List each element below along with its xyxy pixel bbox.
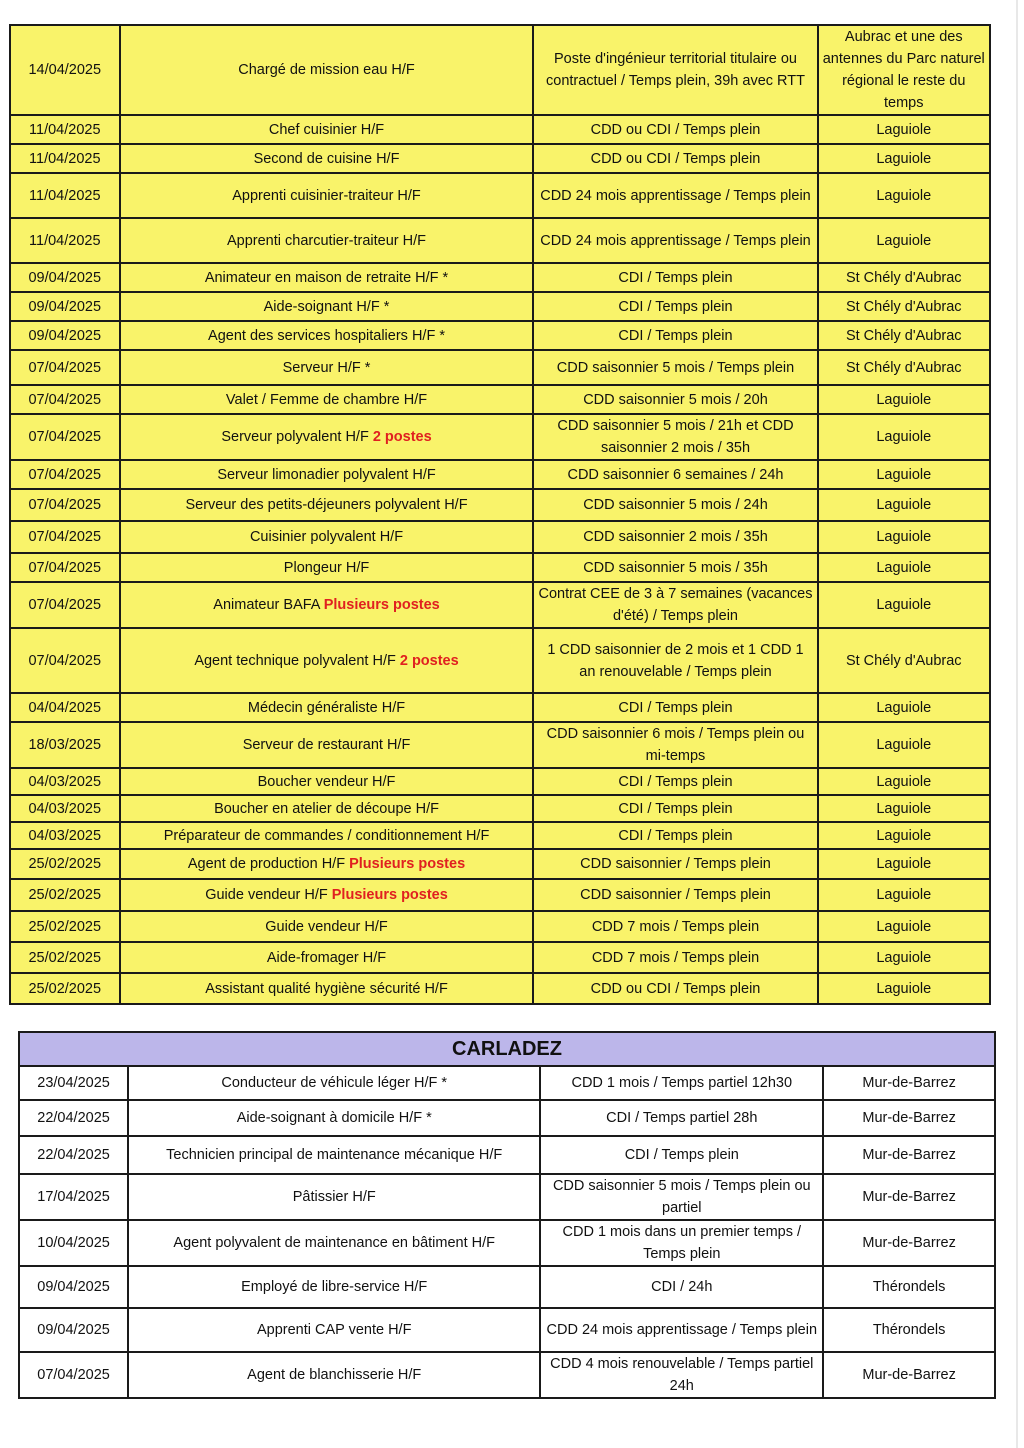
carladez-job-table [18, 1031, 996, 1399]
contract-cell: CDD ou CDI / Temps plein [533, 115, 817, 144]
location-cell: St Chély d'Aubrac [818, 321, 990, 350]
job-title-cell [120, 973, 534, 1004]
location-cell: Laguiole [818, 911, 990, 942]
job-title-cell [120, 722, 534, 768]
contract-cell: CDI / Temps plein [533, 321, 817, 350]
contract-cell: CDD saisonnier 5 mois / 35h [533, 553, 817, 582]
job-title: Animateur BAFA [213, 597, 324, 613]
date-cell: 04/04/2025 [10, 693, 120, 722]
contract-cell: CDI / Temps plein [533, 263, 817, 292]
job-title-cell [120, 822, 534, 849]
job-title: Guide vendeur H/F [205, 887, 332, 903]
date-cell: 18/03/2025 [10, 722, 120, 768]
contract-cell: CDI / 24h [540, 1266, 823, 1308]
job-title: Animateur en maison de retraite H/F * [204, 269, 449, 286]
location-cell: Laguiole [818, 414, 990, 460]
job-title: Chargé de mission eau H/F [238, 62, 415, 78]
date-cell: 22/04/2025 [19, 1136, 128, 1174]
location-cell: Mur-de-Barrez [823, 1220, 995, 1266]
date-cell: 09/04/2025 [19, 1266, 128, 1308]
positions-highlight: Plusieurs postes [331, 887, 448, 903]
job-title: Boucher en atelier de découpe H/F [214, 800, 439, 817]
contract-cell: CDD saisonnier 5 mois / Temps plein ou partiel [540, 1174, 823, 1220]
contract-cell: CDI / Temps partiel 28h [540, 1100, 823, 1136]
job-title-cell [120, 768, 534, 795]
job-title: Agent polyvalent de maintenance en bâtiment H/F [173, 1235, 496, 1251]
positions-highlight: Plusieurs postes [323, 597, 440, 613]
location-cell: Laguiole [818, 942, 990, 973]
job-title-cell [120, 263, 534, 292]
table-row [10, 218, 990, 263]
job-title: Aide-fromager H/F [266, 949, 387, 966]
table-row [19, 1100, 995, 1136]
job-title-cell [120, 414, 534, 460]
contract-cell: CDD saisonnier / Temps plein [533, 879, 817, 911]
location-cell: Thérondels [823, 1266, 995, 1308]
date-cell: 14/04/2025 [10, 25, 120, 115]
date-cell: 07/04/2025 [10, 385, 120, 414]
job-title-cell [120, 553, 534, 582]
location-cell: Laguiole [818, 385, 990, 414]
job-title-cell [128, 1220, 540, 1266]
location-cell: Laguiole [818, 489, 990, 521]
job-title-cell [120, 385, 534, 414]
job-title-cell [128, 1174, 540, 1220]
job-title-cell [120, 173, 534, 218]
positions-highlight: Plusieurs postes [349, 856, 466, 872]
location-cell: Laguiole [818, 973, 990, 1004]
table-row [10, 489, 990, 521]
contract-cell: CDD saisonnier 5 mois / Temps plein [533, 350, 817, 385]
date-cell: 04/03/2025 [10, 768, 120, 795]
job-title: Aide-soignant H/F * [263, 298, 390, 315]
table-row [10, 849, 990, 879]
table-row [19, 1220, 995, 1266]
contract-cell: CDD 7 mois / Temps plein [533, 942, 817, 973]
job-title: Apprenti cuisinier-traiteur H/F [232, 187, 421, 204]
date-cell: 10/04/2025 [19, 1220, 128, 1266]
section-header-row [19, 1032, 995, 1066]
contract-cell: Poste d'ingénieur territorial titulaire ou contractuel / Temps plein, 39h avec RTT [533, 25, 817, 115]
job-title: Chef cuisinier H/F [268, 121, 385, 138]
location-cell: Mur-de-Barrez [823, 1174, 995, 1220]
job-title-cell [120, 292, 534, 321]
date-cell: 09/04/2025 [10, 292, 120, 321]
contract-cell: CDI / Temps plein [533, 768, 817, 795]
table-row [10, 25, 990, 115]
date-cell: 07/04/2025 [10, 460, 120, 489]
location-cell: Laguiole [818, 460, 990, 489]
date-cell: 25/02/2025 [10, 849, 120, 879]
table-row [10, 942, 990, 973]
job-title: Valet / Femme de chambre H/F [225, 391, 428, 408]
job-title-cell [120, 521, 534, 553]
location-cell: Laguiole [818, 521, 990, 553]
job-title-cell [128, 1136, 540, 1174]
date-cell: 09/04/2025 [10, 321, 120, 350]
table-row [10, 822, 990, 849]
location-cell: Aubrac et une des antennes du Parc naturel régional le reste du temps [818, 25, 990, 115]
job-title: Apprenti CAP vente H/F [256, 1322, 412, 1338]
contract-cell: CDD 4 mois renouvelable / Temps partiel 24h [540, 1352, 823, 1398]
contract-cell: CDD 24 mois apprentissage / Temps plein [533, 218, 817, 263]
contract-cell: CDD ou CDI / Temps plein [533, 973, 817, 1004]
table-row [19, 1066, 995, 1100]
table-row [10, 173, 990, 218]
job-title: Pâtissier H/F [292, 1189, 376, 1205]
date-cell: 09/04/2025 [19, 1308, 128, 1352]
date-cell: 07/04/2025 [19, 1352, 128, 1398]
date-cell: 04/03/2025 [10, 795, 120, 822]
date-cell: 07/04/2025 [10, 350, 120, 385]
job-title-cell [128, 1266, 540, 1308]
table-row [10, 768, 990, 795]
contract-cell: CDD saisonnier 5 mois / 20h [533, 385, 817, 414]
job-title: Boucher vendeur H/F [257, 773, 396, 790]
contract-cell: CDI / Temps plein [533, 292, 817, 321]
table-row [19, 1352, 995, 1398]
job-title-cell [128, 1100, 540, 1136]
job-title: Agent technique polyvalent H/F [194, 652, 400, 669]
location-cell: Laguiole [818, 722, 990, 768]
date-cell: 11/04/2025 [10, 144, 120, 173]
contract-cell: CDI / Temps plein [533, 693, 817, 722]
job-title: Apprenti charcutier-traiteur H/F [226, 232, 427, 249]
contract-cell: CDD 24 mois apprentissage / Temps plein [533, 173, 817, 218]
date-cell: 04/03/2025 [10, 822, 120, 849]
job-title: Plongeur H/F [283, 559, 370, 576]
table-row [10, 292, 990, 321]
contract-cell: CDD 1 mois / Temps partiel 12h30 [540, 1066, 823, 1100]
location-cell: St Chély d'Aubrac [818, 263, 990, 292]
job-title-cell [128, 1308, 540, 1352]
job-title: Serveur H/F * [282, 359, 371, 376]
job-title-cell [120, 582, 534, 628]
location-cell: Laguiole [818, 768, 990, 795]
job-title-cell [120, 115, 534, 144]
table-row [10, 693, 990, 722]
table-row [10, 521, 990, 553]
table-row [10, 115, 990, 144]
date-cell: 09/04/2025 [10, 263, 120, 292]
job-title-cell [120, 460, 534, 489]
location-cell: Laguiole [818, 693, 990, 722]
section-title: CARLADEZ [19, 1032, 995, 1066]
job-title-cell [120, 628, 534, 693]
location-cell: Laguiole [818, 115, 990, 144]
date-cell: 07/04/2025 [10, 521, 120, 553]
table-row [10, 385, 990, 414]
table-row [10, 911, 990, 942]
location-cell: St Chély d'Aubrac [818, 292, 990, 321]
location-cell: Thérondels [823, 1308, 995, 1352]
table-row [10, 973, 990, 1004]
contract-cell: CDD saisonnier / Temps plein [533, 849, 817, 879]
job-title: Médecin généraliste H/F [247, 699, 406, 716]
table-row [19, 1308, 995, 1352]
job-title: Assistant qualité hygiène sécurité H/F [205, 980, 448, 997]
contract-cell: CDD saisonnier 6 mois / Temps plein ou mi-temps [533, 722, 817, 768]
job-title: Conducteur de véhicule léger H/F * [221, 1075, 448, 1091]
job-title: Serveur polyvalent H/F [221, 429, 373, 445]
contract-cell: CDD 1 mois dans un premier temps / Temps plein [540, 1220, 823, 1266]
job-title: Second de cuisine H/F [253, 150, 400, 167]
location-cell: Laguiole [818, 879, 990, 911]
job-title-cell [120, 849, 534, 879]
job-title-cell [120, 350, 534, 385]
job-title: Aide-soignant à domicile H/F * [236, 1110, 432, 1126]
table-row [10, 460, 990, 489]
contract-cell: Contrat CEE de 3 à 7 semaines (vacances d'été) / Temps plein [533, 582, 817, 628]
job-title-cell [128, 1352, 540, 1398]
job-title-cell [120, 25, 534, 115]
job-title: Préparateur de commandes / conditionnement H/F [163, 827, 490, 844]
table-row [10, 263, 990, 292]
location-cell: Mur-de-Barrez [823, 1066, 995, 1100]
contract-cell: CDI / Temps plein [533, 822, 817, 849]
job-title: Agent des services hospitaliers H/F * [208, 327, 445, 344]
location-cell: Laguiole [818, 553, 990, 582]
table-row [19, 1136, 995, 1174]
date-cell: 25/02/2025 [10, 942, 120, 973]
job-title-cell [120, 489, 534, 521]
table-row [10, 582, 990, 628]
table-row [10, 628, 990, 693]
contract-cell: CDD saisonnier 2 mois / 35h [533, 521, 817, 553]
job-title-cell [120, 942, 534, 973]
location-cell: Laguiole [818, 822, 990, 849]
table-row [10, 795, 990, 822]
job-title: Technicien principal de maintenance mécanique H/F [166, 1147, 503, 1163]
job-title-cell [120, 911, 534, 942]
date-cell: 25/02/2025 [10, 973, 120, 1004]
location-cell: Mur-de-Barrez [823, 1352, 995, 1398]
positions-highlight: 2 postes [399, 652, 459, 669]
date-cell: 07/04/2025 [10, 414, 120, 460]
positions-highlight: 2 postes [372, 429, 432, 445]
job-title: Guide vendeur H/F [265, 918, 388, 935]
contract-cell: 1 CDD saisonnier de 2 mois et 1 CDD 1 an renouvelable / Temps plein [533, 628, 817, 693]
table-row [10, 350, 990, 385]
table-row [10, 879, 990, 911]
job-title: Employé de libre-service H/F [241, 1279, 428, 1295]
job-title: Agent de production H/F [187, 856, 350, 872]
table-row [10, 553, 990, 582]
location-cell: Laguiole [818, 795, 990, 822]
job-title-cell [120, 879, 534, 911]
job-title: Cuisinier polyvalent H/F [249, 529, 404, 545]
contract-cell: CDD saisonnier 5 mois / 21h et CDD saisonnier 2 mois / 35h [533, 414, 817, 460]
job-title-cell [128, 1066, 540, 1100]
table-row [10, 321, 990, 350]
contract-cell: CDD saisonnier 6 semaines / 24h [533, 460, 817, 489]
location-cell: Laguiole [818, 218, 990, 263]
job-title: Serveur de restaurant H/F [242, 737, 411, 753]
location-cell: Laguiole [818, 173, 990, 218]
location-cell: St Chély d'Aubrac [818, 350, 990, 385]
date-cell: 07/04/2025 [10, 628, 120, 693]
location-cell: Mur-de-Barrez [823, 1100, 995, 1136]
location-cell: Laguiole [818, 849, 990, 879]
job-title-cell [120, 218, 534, 263]
date-cell: 22/04/2025 [19, 1100, 128, 1136]
location-cell: Laguiole [818, 144, 990, 173]
job-title: Agent de blanchisserie H/F [247, 1367, 422, 1383]
job-title: Serveur limonadier polyvalent H/F [217, 466, 436, 483]
date-cell: 11/04/2025 [10, 115, 120, 144]
table-row [10, 414, 990, 460]
date-cell: 25/02/2025 [10, 879, 120, 911]
job-title: Serveur des petits-déjeuners polyvalent H/F [185, 497, 468, 513]
date-cell: 17/04/2025 [19, 1174, 128, 1220]
job-title-cell [120, 144, 534, 173]
aubrac-job-table [9, 24, 991, 1005]
contract-cell: CDD saisonnier 5 mois / 24h [533, 489, 817, 521]
table-row [10, 144, 990, 173]
location-cell: St Chély d'Aubrac [818, 628, 990, 693]
date-cell: 11/04/2025 [10, 173, 120, 218]
date-cell: 07/04/2025 [10, 582, 120, 628]
location-cell: Mur-de-Barrez [823, 1136, 995, 1174]
table-row [19, 1174, 995, 1220]
table-row [19, 1266, 995, 1308]
job-title-cell [120, 795, 534, 822]
job-title-cell [120, 321, 534, 350]
date-cell: 07/04/2025 [10, 489, 120, 521]
table-row [10, 722, 990, 768]
contract-cell: CDI / Temps plein [533, 795, 817, 822]
contract-cell: CDD 7 mois / Temps plein [533, 911, 817, 942]
contract-cell: CDI / Temps plein [540, 1136, 823, 1174]
page-edge [1016, 0, 1018, 1448]
date-cell: 07/04/2025 [10, 553, 120, 582]
date-cell: 23/04/2025 [19, 1066, 128, 1100]
contract-cell: CDD ou CDI / Temps plein [533, 144, 817, 173]
date-cell: 11/04/2025 [10, 218, 120, 263]
job-title-cell [120, 693, 534, 722]
location-cell: Laguiole [818, 582, 990, 628]
date-cell: 25/02/2025 [10, 911, 120, 942]
contract-cell: CDD 24 mois apprentissage / Temps plein [540, 1308, 823, 1352]
